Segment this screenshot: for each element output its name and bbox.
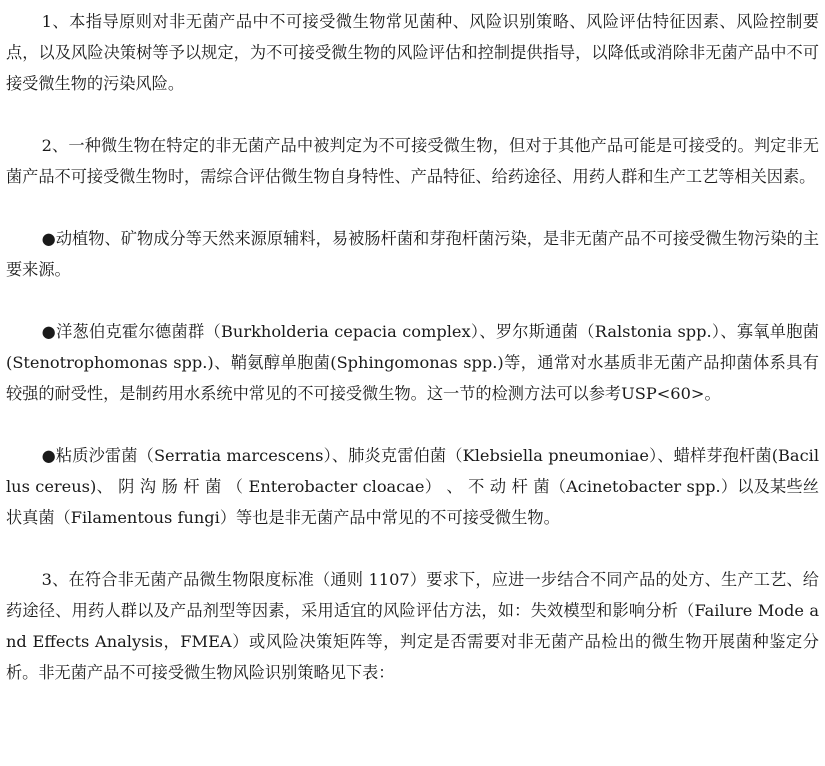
document-body: [6, 6, 819, 688]
bullet-natural-materials-text: 动植物、矿物成分等天然来源原辅料，易被肠杆菌和芽孢杆菌污染，是非无菌产品不可接受微生物污染的主要来源。: [6, 229, 820, 279]
bullet-water-organisms: [6, 316, 819, 409]
paragraph-scope: [6, 6, 819, 99]
paragraph-risk-assessment-text: 3、在符合非无菌产品微生物限度标准（通则 1107）要求下，应进一步结合不同产品的处方、生产工艺、给药途径、用药人群以及产品剂型等因素，采用适宜的风险评估方法，如：失效模型和影响分析（Failure Mode and Effects Analysis，FMEA）或风险决策矩阵等，判定是否需要对非无菌产品检出的微生物开展菌种鉴定分析。非无菌产品不可接受微生物风险识别策略见下表：: [6, 570, 819, 682]
bullet-natural-materials: [6, 223, 819, 285]
paragraph-risk-assessment: [6, 564, 819, 688]
bullet-water-organisms-text: 洋葱伯克霍尔德菌群（Burkholderia cepacia complex）、罗尔斯通菌（Ralstonia spp.）、寡氧单胞菌(Stenotrophomonas spp.)、鞘氨醇单胞菌(Sphingomonas spp.)等，通常对水基质非无菌产品抑菌体系具有较强的耐受性，是制药用水系统中常见的不可接受微生物。这一节的检测方法可以参考USP<60>。: [6, 322, 819, 403]
paragraph-acceptability: [6, 130, 819, 192]
bullet-common-organisms: [6, 440, 819, 533]
bullet-dot-icon: ●: [41, 229, 56, 248]
paragraph-acceptability-text: 2、一种微生物在特定的非无菌产品中被判定为不可接受微生物，但对于其他产品可能是可接受的。判定非无菌产品不可接受微生物时，需综合评估微生物自身特性、产品特征、给药途径、用药人群和生产工艺等相关因素。: [6, 136, 819, 186]
bullet-dot-icon: ●: [41, 446, 56, 465]
bullet-common-organisms-text: 粘质沙雷菌（Serratia marcescens）、肺炎克雷伯菌（Klebsiella pneumoniae）、蜡样芽孢杆菌(Bacillus cereus)、 阴 沟 肠 杆 菌 （ Enterobacter cloacae） 、 不 动 杆 菌（Acinetobacter spp.）以及某些丝状真菌（Filamentous fungi）等也是非无菌产品中常见的不可接受微生物。: [6, 446, 819, 527]
bullet-dot-icon: ●: [41, 322, 57, 341]
paragraph-scope-text: 1、本指导原则对非无菌产品中不可接受微生物常见菌种、风险识别策略、风险评估特征因素、风险控制要点，以及风险决策树等予以规定，为不可接受微生物的风险评估和控制提供指导，以降低或消除非无菌产品中不可接受微生物的污染风险。: [6, 12, 819, 93]
